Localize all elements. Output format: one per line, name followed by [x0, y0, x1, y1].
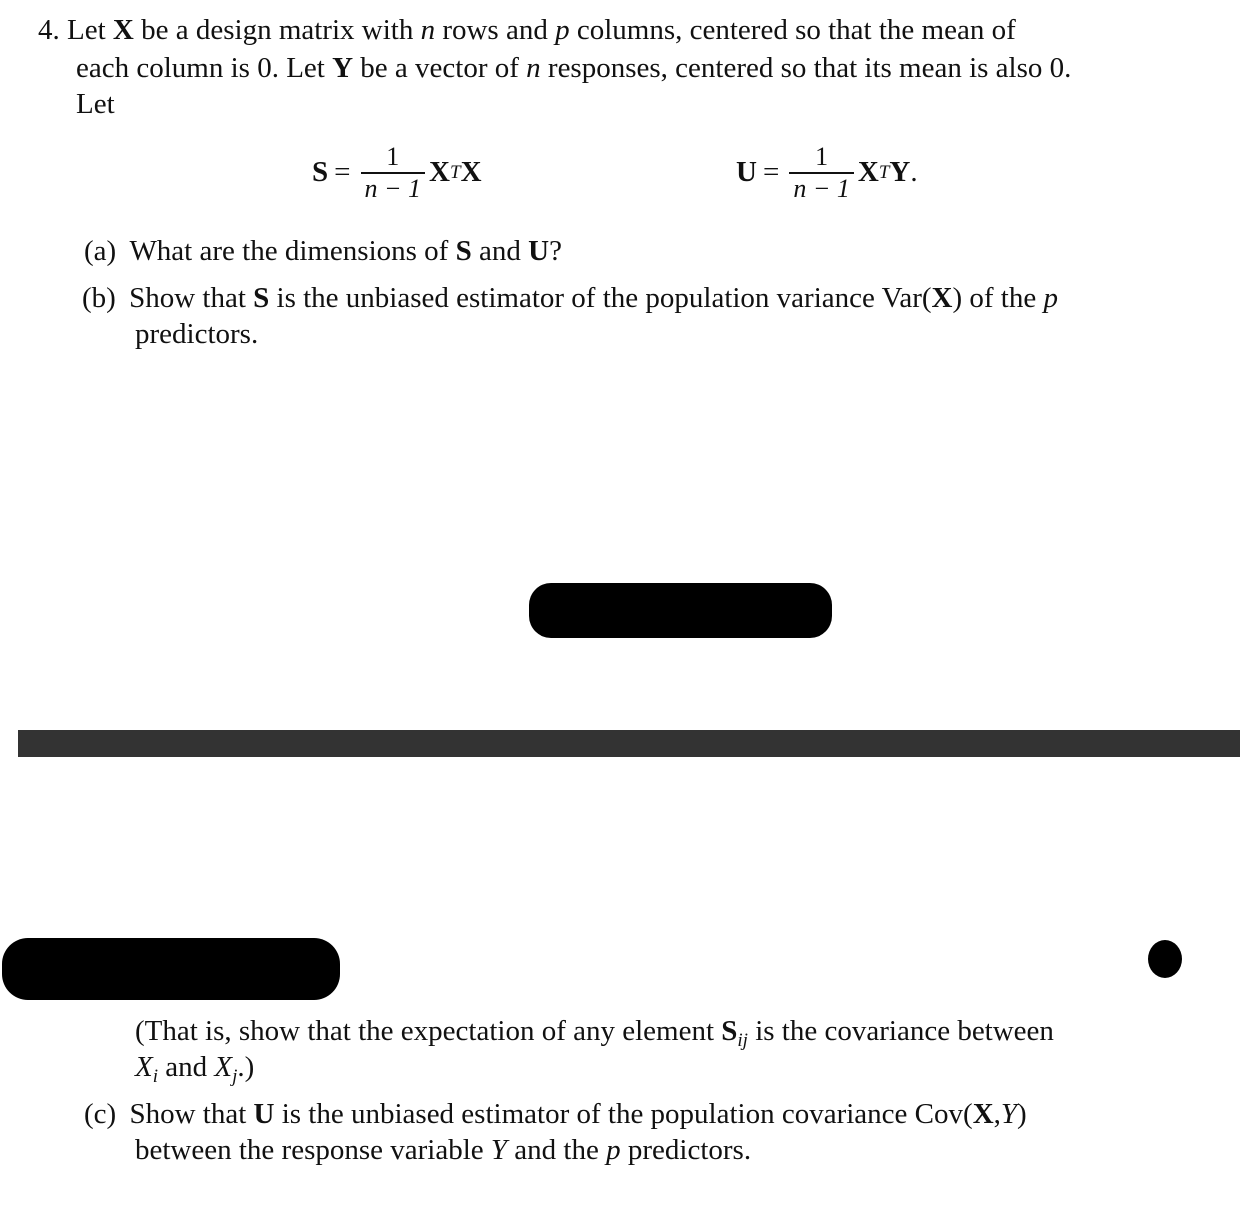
fraction-denominator: n − 1	[364, 173, 422, 203]
problem-statement-line-2	[76, 50, 1071, 86]
variable: n	[526, 52, 541, 84]
text: be a vector of	[360, 52, 519, 84]
X-symbol: X	[460, 156, 482, 189]
part-b-label: (b)	[82, 282, 116, 314]
U-symbol: U	[528, 235, 550, 267]
redaction-mark	[529, 583, 832, 638]
text: and	[478, 235, 521, 267]
variable: Y	[1000, 1098, 1018, 1130]
text: Show that	[129, 282, 246, 314]
X-symbol: X	[429, 156, 450, 189]
text: responses, centered so that its mean is also 0.	[547, 52, 1072, 84]
text: ) of the	[952, 282, 1037, 314]
X-symbol: X	[972, 1098, 994, 1130]
fraction	[789, 142, 854, 204]
text: .)	[237, 1051, 255, 1083]
text: is the covariance between	[755, 1015, 1054, 1047]
S-symbol: S	[721, 1015, 738, 1047]
X-symbol: X	[857, 156, 879, 189]
variable: p	[1043, 282, 1058, 314]
vector-symbol: Y	[332, 52, 354, 84]
subscript: i	[152, 1066, 158, 1087]
U-symbol: U	[253, 1098, 275, 1130]
text: between the response variable	[135, 1134, 484, 1166]
part-a-label: (a)	[84, 235, 117, 267]
part-c-line-2	[135, 1132, 751, 1168]
text: Show that	[129, 1098, 247, 1130]
text: (That is, show that the expectation of any element	[135, 1015, 715, 1047]
equation-U: U = $\frac{1}{n - 1}$ X T Y .	[736, 142, 918, 203]
text: and the	[514, 1134, 599, 1166]
equals-sign: =	[762, 156, 780, 189]
text: predictors.	[135, 318, 259, 350]
text: What are the dimensions of	[129, 235, 449, 267]
X-symbol: X	[931, 282, 953, 314]
variable: n	[420, 14, 436, 46]
part-b-line-2	[135, 316, 258, 352]
comma: ,	[993, 1098, 1001, 1130]
text: Let	[67, 14, 106, 46]
equals-sign: =	[334, 156, 351, 189]
equation-S: S = $\frac{1}{n - 1}$ X T X	[312, 142, 482, 203]
part-c-label: (c)	[84, 1098, 117, 1130]
problem-statement-line-1	[38, 12, 1016, 48]
variable: X	[214, 1051, 233, 1083]
text: is the unbiased estimator of the population variance Var(	[276, 282, 932, 314]
page-divider	[18, 730, 1240, 757]
subscript: ij	[737, 1030, 748, 1051]
text: predictors.	[627, 1134, 752, 1166]
part-a	[84, 233, 562, 269]
text: be a design matrix with	[141, 14, 414, 46]
text: and	[165, 1051, 208, 1083]
S-symbol: S	[253, 282, 270, 314]
text: Let	[76, 88, 115, 120]
matrix-symbol: X	[112, 14, 134, 46]
part-b-line-1	[82, 280, 1058, 316]
variable: X	[135, 1051, 153, 1083]
note-line-2	[135, 1049, 254, 1085]
variable: p	[606, 1134, 621, 1166]
text: columns, centered so that the mean of	[576, 14, 1016, 46]
redaction-mark	[2, 938, 340, 1000]
text: rows and	[442, 14, 548, 46]
fraction-numerator: 1	[386, 142, 400, 171]
fraction	[361, 142, 426, 204]
text: is the unbiased estimator of the population covariance Cov(	[281, 1098, 973, 1130]
note-line-1	[135, 1013, 1054, 1049]
period: .	[910, 156, 918, 189]
S-symbol: S	[312, 156, 329, 189]
text: ?	[549, 235, 562, 267]
text: )	[1017, 1098, 1027, 1130]
fraction-denominator: n − 1	[793, 173, 850, 203]
fraction-numerator: 1	[815, 142, 829, 171]
part-c-line-1	[84, 1096, 1027, 1132]
subscript: j	[232, 1066, 238, 1087]
problem-number: 4.	[38, 14, 60, 46]
U-symbol: U	[736, 156, 757, 189]
problem-statement-line-3	[76, 86, 115, 122]
redaction-dot	[1148, 940, 1182, 978]
Y-symbol: Y	[889, 156, 911, 189]
S-symbol: S	[455, 235, 472, 267]
text: each column is 0. Let	[76, 52, 325, 84]
variable: p	[555, 14, 570, 46]
variable: Y	[490, 1134, 508, 1166]
